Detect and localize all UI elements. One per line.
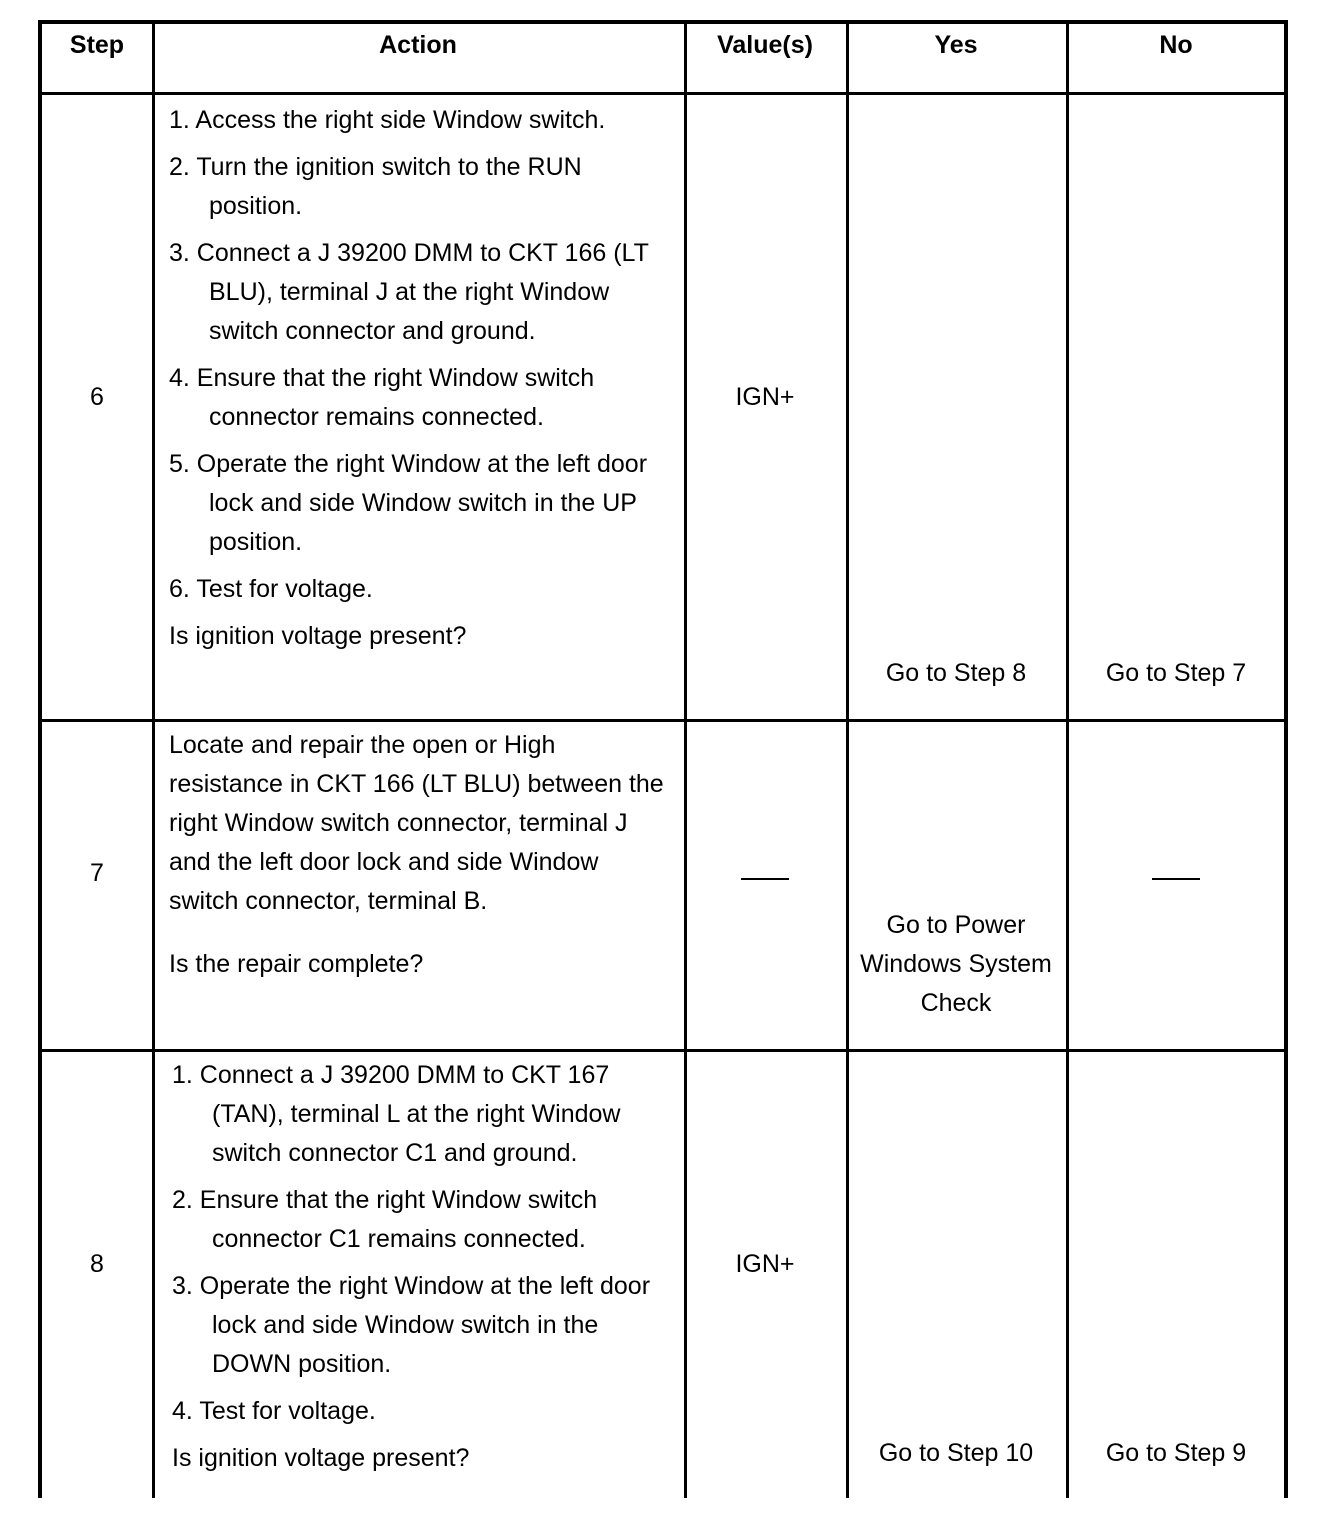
step-number: 6	[90, 383, 104, 411]
action-cell	[172, 1056, 680, 1478]
row-divider	[42, 1049, 1284, 1052]
column-divider	[152, 24, 155, 1498]
header-yes: Yes	[934, 31, 978, 59]
action-question: Is ignition voltage present?	[169, 622, 467, 650]
action-step: 5. Operate the right Window at the left door lock and side Window switch in the UP position.	[169, 450, 648, 556]
value-cell: IGN+	[735, 383, 795, 411]
yes-cell: Go to Step 8	[885, 659, 1027, 687]
no-cell: Go to Step 7	[1105, 659, 1247, 687]
column-divider	[846, 24, 849, 1498]
action-step: 2. Turn the ignition switch to the RUN position.	[169, 153, 582, 220]
action-text: Locate and repair the open or High resistance in CKT 166 (LT BLU) between the right Window switch connector, terminal J and the left door lock and side Window switch connector, terminal B.	[169, 731, 664, 915]
step-number: 8	[90, 1250, 104, 1278]
action-question: Is ignition voltage present?	[172, 1444, 470, 1472]
no-cell	[1066, 862, 1286, 882]
header-action: Action	[379, 31, 457, 59]
header-divider	[42, 92, 1284, 95]
header-step: Step	[69, 31, 125, 59]
value-cell: IGN+	[735, 1250, 795, 1278]
yes-cell: Go to Step 10	[878, 1439, 1034, 1467]
action-cell	[169, 101, 677, 656]
diagnostic-table	[38, 20, 1288, 1498]
no-cell: Go to Step 9	[1105, 1439, 1247, 1467]
yes-cell: Go to Power Windows System Check	[860, 911, 1052, 1017]
value-cell	[684, 862, 846, 882]
action-step: 4. Ensure that the right Window switch connector remains connected.	[169, 364, 595, 431]
row-divider	[42, 719, 1284, 722]
action-step: 3. Connect a J 39200 DMM to CKT 166 (LT BLU), terminal J at the right Window switch connector and ground.	[169, 239, 649, 345]
action-step: 6. Test for voltage.	[169, 575, 373, 603]
action-cell	[169, 726, 671, 984]
action-step: 3. Operate the right Window at the left door lock and side Window switch in the DOWN position.	[172, 1272, 651, 1378]
action-step: 1. Connect a J 39200 DMM to CKT 167 (TAN), terminal L at the right Window switch connector C1 and ground.	[172, 1061, 621, 1167]
header-values: Value(s)	[717, 31, 813, 59]
step-number: 7	[90, 859, 104, 887]
header-no: No	[1159, 31, 1193, 59]
column-divider	[1066, 24, 1069, 1498]
action-step: 2. Ensure that the right Window switch connector C1 remains connected.	[172, 1186, 598, 1253]
action-step: 4. Test for voltage.	[172, 1397, 376, 1425]
action-steps	[172, 1056, 680, 1431]
action-step: 1. Access the right side Window switch.	[169, 106, 606, 134]
empty-no-dash	[1152, 878, 1200, 880]
action-question: Is the repair complete?	[169, 950, 424, 978]
action-steps	[169, 101, 677, 609]
empty-value-dash	[741, 878, 789, 880]
